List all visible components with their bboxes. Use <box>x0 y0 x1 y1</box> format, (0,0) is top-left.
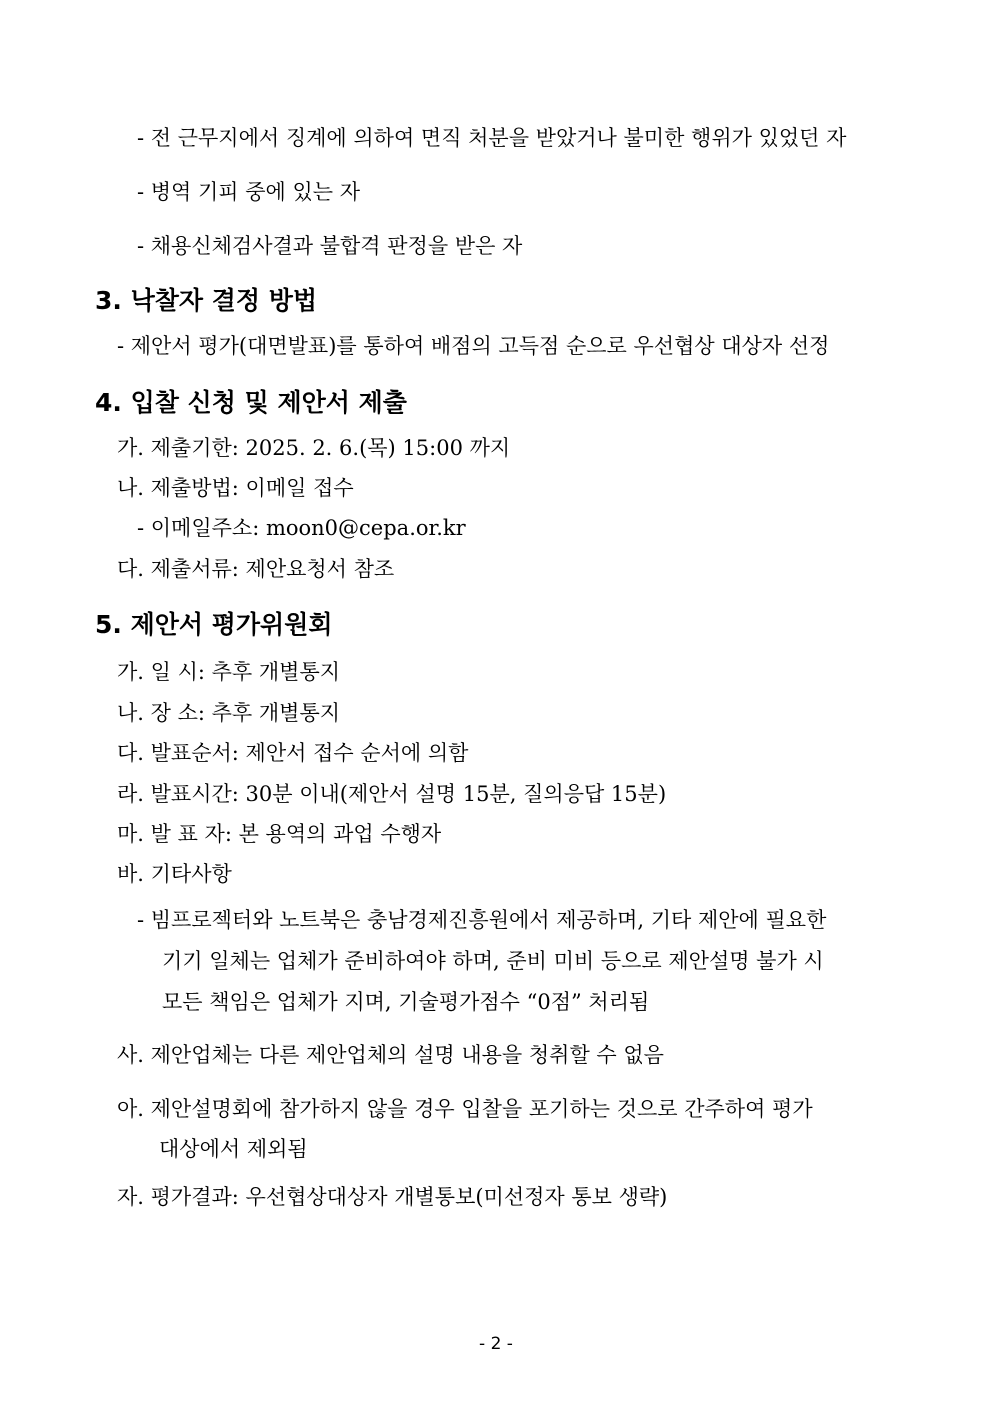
section-heading-5: 5. 제안서 평가위원회 <box>95 610 333 639</box>
page-number: - 2 - <box>479 1334 513 1354</box>
section-5-subitem-continued: 기기 일체는 업체가 준비하여야 하며, 준비 미비 등으로 제안설명 불가 시 <box>162 949 824 973</box>
section-5-subitem: - 빔프로젝터와 노트북은 충남경제진흥원에서 제공하며, 기타 제안에 필요한 <box>137 908 827 932</box>
section-5-item: 바. 기타사항 <box>117 862 232 886</box>
disqualification-item: - 전 근무지에서 징계에 의하여 면직 처분을 받았거나 불미한 행위가 있었던 자 <box>137 126 847 150</box>
section-5-item: 다. 발표순서: 제안서 접수 순서에 의함 <box>117 741 469 765</box>
section-5-subitem-continued: 모든 책임은 업체가 지며, 기술평가점수 “0점” 처리됨 <box>162 990 650 1014</box>
section-5-item: 자. 평가결과: 우선협상대상자 개별통보(미선정자 통보 생략) <box>117 1185 668 1209</box>
section-5-item: 라. 발표시간: 30분 이내(제안서 설명 15분, 질의응답 15분) <box>117 782 667 806</box>
section-5-item-continued: 대상에서 제외됨 <box>159 1137 308 1161</box>
section-4-item: 다. 제출서류: 제안요청서 참조 <box>117 557 395 581</box>
section-5-item: 사. 제안업체는 다른 제안업체의 설명 내용을 청취할 수 없음 <box>117 1043 664 1067</box>
disqualification-item: - 채용신체검사결과 불합격 판정을 받은 자 <box>137 234 523 258</box>
section-5-item: 아. 제안설명회에 참가하지 않을 경우 입찰을 포기하는 것으로 간주하여 평가 <box>117 1097 813 1121</box>
email-address-line: - 이메일주소: moon0@cepa.or.kr <box>137 516 466 540</box>
section-4-item: 가. 제출기한: 2025. 2. 6.(목) 15:00 까지 <box>117 436 511 460</box>
section-5-item: 나. 장 소: 추후 개별통지 <box>117 701 341 725</box>
section-heading-3: 3. 낙찰자 결정 방법 <box>95 286 318 315</box>
section-heading-4: 4. 입찰 신청 및 제안서 제출 <box>95 388 407 417</box>
section-5-item: 마. 발 표 자: 본 용역의 과업 수행자 <box>117 822 442 846</box>
section-5-item: 가. 일 시: 추후 개별통지 <box>117 660 341 684</box>
section-4-item: 나. 제출방법: 이메일 접수 <box>117 476 354 500</box>
disqualification-item: - 병역 기피 중에 있는 자 <box>137 180 361 204</box>
section-3-item: - 제안서 평가(대면발표)를 통하여 배점의 고득점 순으로 우선협상 대상자 선정 <box>117 334 830 358</box>
